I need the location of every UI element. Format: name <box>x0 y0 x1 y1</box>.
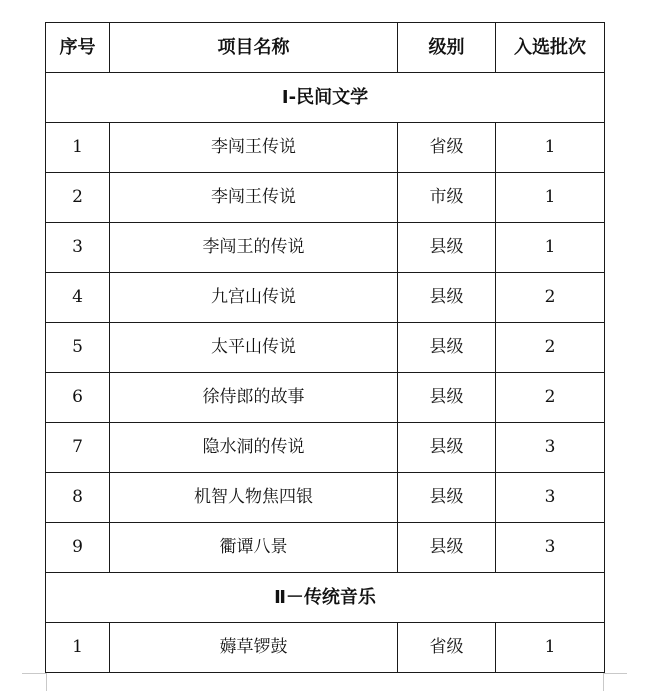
header-batch: 入选批次 <box>496 23 605 73</box>
section-title: Ⅱ－传统音乐 <box>46 573 605 623</box>
row-level: 省级 <box>398 623 496 673</box>
row-level: 县级 <box>398 323 496 373</box>
header-level: 级别 <box>398 23 496 73</box>
row-batch: 3 <box>496 423 605 473</box>
row-level: 市级 <box>398 173 496 223</box>
row-level: 县级 <box>398 273 496 323</box>
corner-mark <box>603 673 627 674</box>
row-level: 县级 <box>398 523 496 573</box>
row-level: 县级 <box>398 373 496 423</box>
table-row <box>46 473 605 523</box>
row-level: 县级 <box>398 223 496 273</box>
row-batch: 1 <box>496 123 605 173</box>
table-row <box>46 173 605 223</box>
row-project-name: 徐侍郎的故事 <box>110 373 398 423</box>
row-index: 4 <box>46 273 110 323</box>
heritage-list-table <box>45 22 605 673</box>
row-batch: 2 <box>496 373 605 423</box>
row-project-name: 李闯王传说 <box>110 123 398 173</box>
corner-mark <box>603 673 604 691</box>
row-project-name: 机智人物焦四银 <box>110 473 398 523</box>
row-project-name: 衢谭八景 <box>110 523 398 573</box>
corner-mark <box>46 673 47 691</box>
section-row-folk-literature <box>46 73 605 123</box>
row-batch: 1 <box>496 173 605 223</box>
row-project-name: 李闯王传说 <box>110 173 398 223</box>
row-project-name: 薅草锣鼓 <box>110 623 398 673</box>
header-project-name: 项目名称 <box>110 23 398 73</box>
row-level: 省级 <box>398 123 496 173</box>
table-row <box>46 523 605 573</box>
row-index: 1 <box>46 123 110 173</box>
row-batch: 3 <box>496 523 605 573</box>
row-level: 县级 <box>398 473 496 523</box>
row-batch: 3 <box>496 473 605 523</box>
table-row <box>46 373 605 423</box>
table-row <box>46 423 605 473</box>
row-index: 6 <box>46 373 110 423</box>
row-index: 9 <box>46 523 110 573</box>
table-row <box>46 123 605 173</box>
table-row <box>46 273 605 323</box>
row-batch: 1 <box>496 223 605 273</box>
section-row-traditional-music <box>46 573 605 623</box>
table-row <box>46 323 605 373</box>
row-index: 2 <box>46 173 110 223</box>
table-row <box>46 223 605 273</box>
row-index: 5 <box>46 323 110 373</box>
row-index: 3 <box>46 223 110 273</box>
row-index: 8 <box>46 473 110 523</box>
row-project-name: 隐水洞的传说 <box>110 423 398 473</box>
table-header-row <box>46 23 605 73</box>
row-batch: 2 <box>496 323 605 373</box>
row-level: 县级 <box>398 423 496 473</box>
table-row <box>46 623 605 673</box>
section-title: Ⅰ-民间文学 <box>46 73 605 123</box>
row-batch: 1 <box>496 623 605 673</box>
corner-mark <box>22 673 46 674</box>
row-project-name: 太平山传说 <box>110 323 398 373</box>
row-index: 7 <box>46 423 110 473</box>
row-project-name: 李闯王的传说 <box>110 223 398 273</box>
row-project-name: 九宫山传说 <box>110 273 398 323</box>
row-batch: 2 <box>496 273 605 323</box>
row-index: 1 <box>46 623 110 673</box>
header-index: 序号 <box>46 23 110 73</box>
